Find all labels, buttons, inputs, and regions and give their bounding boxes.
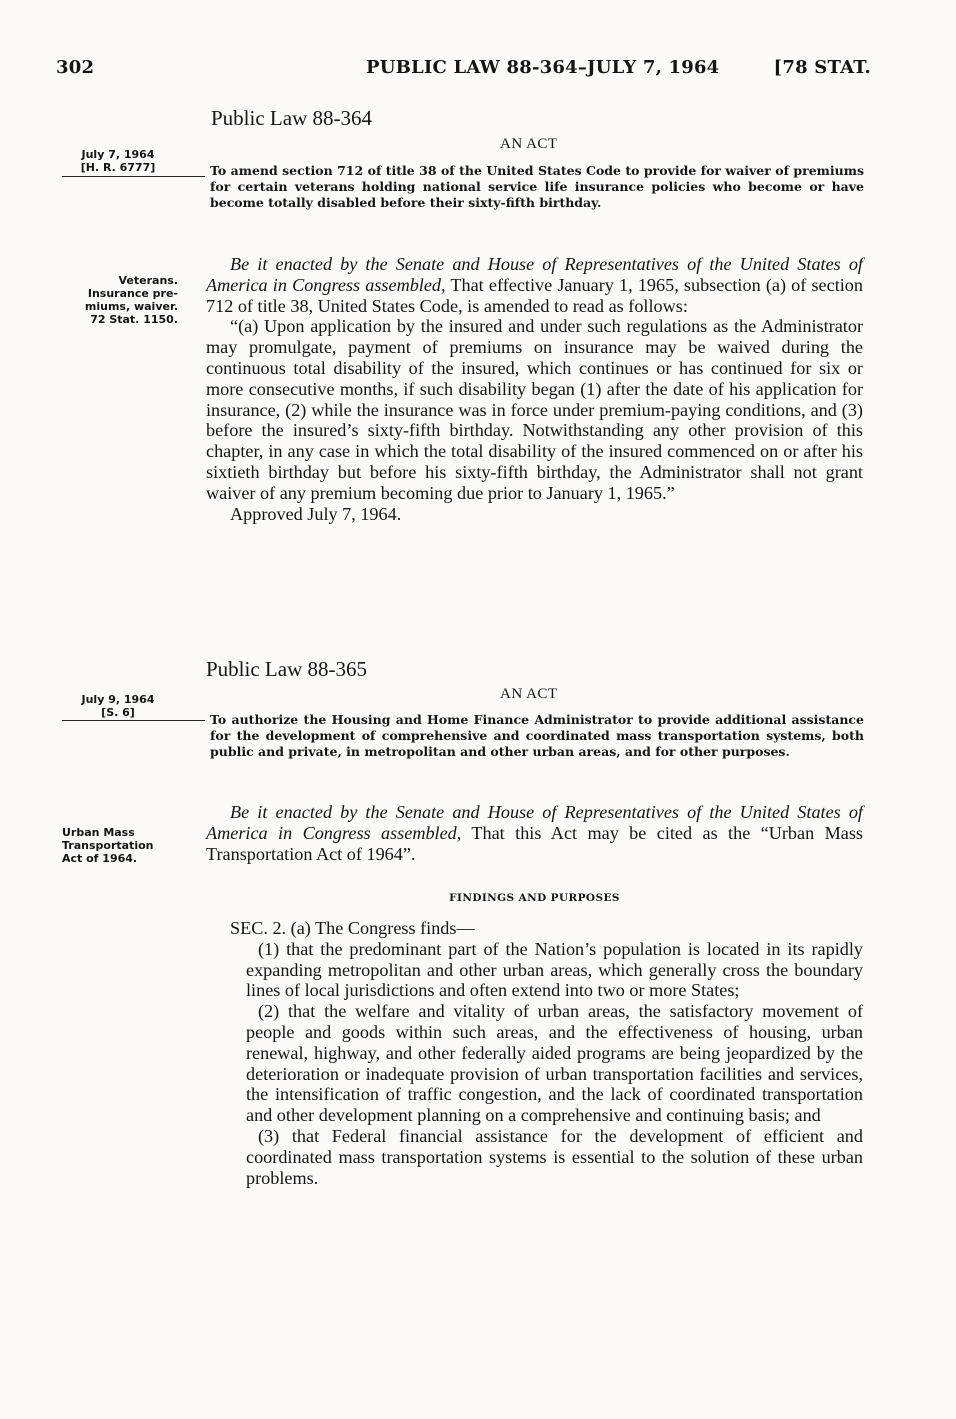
law1-act-label: AN ACT [500, 136, 558, 152]
law2-margin-rule [62, 720, 205, 721]
margin-note-line: miums, waiver. [84, 300, 178, 313]
finding-1: (1) that the predominant part of the Nation’s population is located in its rapidly expanding metropolitan and other urban areas, which generally cross the boundary lines of local jurisdictions and often extend into two or more States; [246, 938, 863, 1001]
page-header [56, 57, 871, 85]
margin-note-line: Veterans. [118, 274, 178, 287]
law1-subsection-a: “(a) Upon application by the insured and under such regulations as the Administrator may promulgate, payment of premiums on insurance may be waived during the continuous total disability of the insured, which continues or has continued for six or more consecutive months, if such disability began (1) after the date of his application for insurance, (2) while the insurance was in force under premium-paying conditions, and (3) before the insured’s sixty-fifth birthday. Notwithstanding any other provision of this chapter, in any case in which the total disability of the insured commenced on or after his sixtieth birthday but before his sixty-fifth birthday, the Administrator shall not grant waiver of any premium becoming due prior to January 1, 1965.” [206, 316, 863, 503]
law2-date: July 9, 1964 [81, 693, 155, 706]
law1-approved: Approved July 7, 1964. [230, 503, 402, 524]
enacting-rest: That effective January 1, 1965, subsection (a) of section 712 of title 38, United States Code, is amended to read as follows: [206, 274, 863, 316]
law1-title: Public Law 88-364 [211, 106, 372, 130]
finding-2: (2) that the welfare and vitality of urban areas, the satisfactory movement of people and goods within such areas, and the effectiveness of housing, urban renewal, highway, and other federally aided programs are being jeopardized by the deterioration or inadequate provision of urban transportation facilities and services, the intensification of traffic congestion, and the lack of coordinated transportation and other development planning on a comprehensive and continuing basis; and [246, 1001, 863, 1126]
enacting-rest: That this Act may be cited as the “Urban Mass Transportation Act of 1964”. [206, 822, 863, 864]
section-heading: FINDINGS AND PURPOSES [449, 892, 620, 904]
law1-summary: To amend section 712 of title 38 of the United States Code to provide for waiver of premiums for certain veterans holding national service life insurance policies who become or have become totally disabled before their sixty-fifth birthday. [210, 163, 864, 210]
law2-enacting-clause [206, 802, 863, 864]
law1-enacting-clause [206, 254, 863, 316]
law2-act-label: AN ACT [500, 686, 558, 702]
law2-summary: To authorize the Housing and Home Finance Administrator to provide additional assistance for the development of comprehensive and coordinated mass transportation systems, both public and private, in metropolitan and other urban areas, and for other purposes. [210, 712, 864, 759]
margin-note-line: 72 Stat. 1150. [90, 313, 178, 326]
running-title: PUBLIC LAW 88-364–JULY 7, 1964 [366, 57, 720, 78]
law1-margin-rule [62, 176, 205, 177]
law2-bill: [S. 6] [101, 706, 135, 719]
page-number: 302 [56, 57, 95, 78]
law1-margin-note [58, 274, 178, 326]
sec2-intro: SEC. 2. (a) The Congress finds— [230, 918, 475, 938]
enacting-italic: Be it enacted by the Senate and House of Representatives of the United States of America in Congress assembled, [206, 254, 863, 295]
law2-margin-note [62, 826, 188, 865]
law2-section-2 [206, 918, 863, 1188]
enacting-italic: Be it enacted by the Senate and House of Representatives of the United States of America in Congress assembled, [206, 802, 863, 843]
law2-title: Public Law 88-365 [206, 657, 367, 681]
law2-enacting [206, 802, 863, 864]
margin-note-line: Transportation [62, 839, 154, 852]
finding-3: (3) that Federal financial assistance for the development of efficient and coordinated mass transportation systems is essential to the solution of these urban problems. [246, 1125, 863, 1188]
law1-bill: [H. R. 6777] [80, 161, 156, 174]
law1-body [206, 254, 863, 524]
law1-date-bill [58, 148, 178, 174]
margin-note-line: Urban Mass [62, 826, 135, 839]
statute-volume: [78 STAT. [773, 57, 871, 78]
margin-note-line: Insurance pre- [87, 287, 178, 300]
margin-note-line: Act of 1964. [62, 852, 138, 865]
law1-date: July 7, 1964 [81, 148, 155, 161]
law2-date-bill [58, 693, 178, 719]
